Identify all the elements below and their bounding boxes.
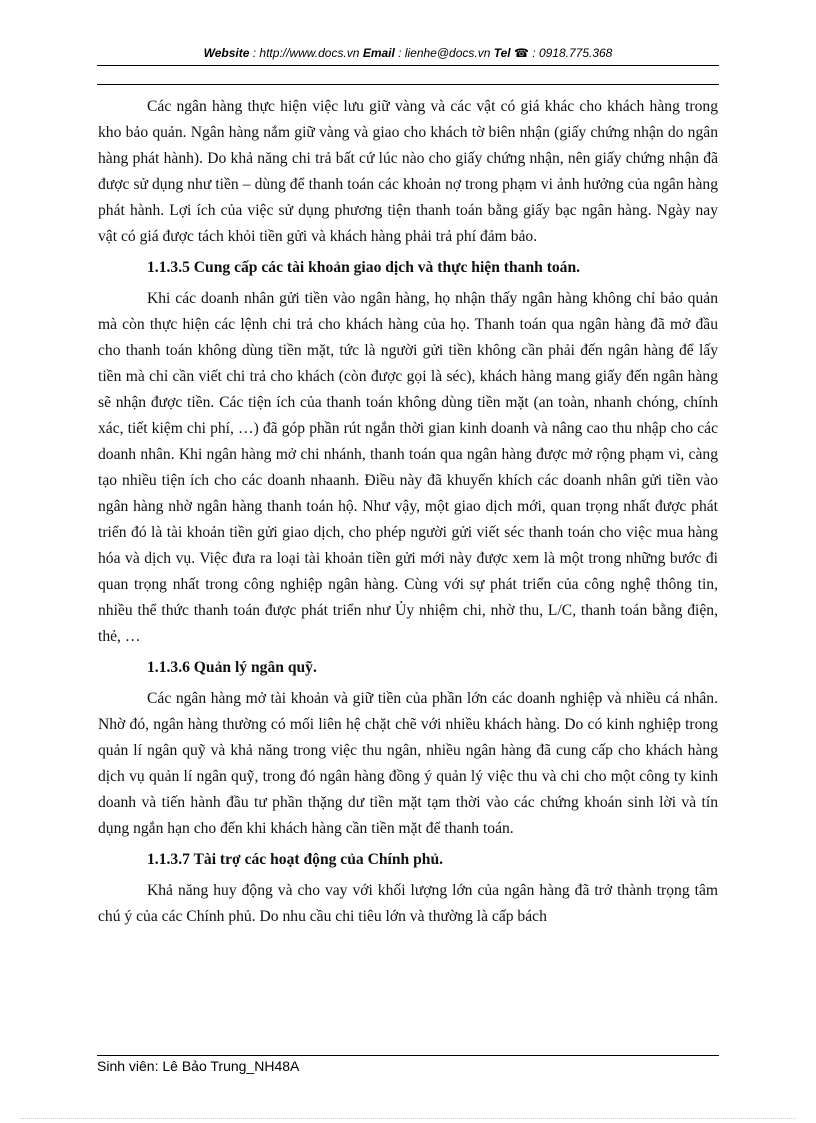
header-rule: [97, 65, 719, 66]
page-header: [0, 46, 816, 60]
page-edge: [20, 1118, 796, 1119]
tel-label: Tel: [493, 46, 511, 60]
website-value: : http://www.docs.vn: [249, 46, 363, 60]
footer-rule: [97, 1055, 719, 1056]
paragraph: Các ngân hàng thực hiện việc lưu giữ vàng và các vật có giá khác cho khách hàng trong kho bảo quản. Ngân hàng nắm giữ vàng và giao cho khách tờ biên nhận (giấy chứng nhận do ngân hàng phát hành). Do khả năng chi trả bất cứ lúc nào cho giấy chứng nhận, nên giấy chứng nhận đã được sử dụng như tiền – dùng để thanh toán các khoản nợ trong phạm vi ảnh hưởng của ngân hàng phát hành. Lợi ích của việc sử dụng phương tiện thanh toán bằng giấy bạc ngân hàng. Ngày nay vật có giá được tách khỏi tiền gửi và khách hàng phải trả phí đảm bảo.: [98, 98, 718, 245]
section-heading: 1.1.3.6 Quản lý ngân quỹ.: [147, 659, 317, 676]
section-heading: 1.1.3.5 Cung cấp các tài khoản giao dịch và thực hiện thanh toán.: [147, 259, 581, 276]
footer-student: Sinh viên: Lê Bảo Trung_NH48A: [97, 1058, 300, 1074]
paragraph: Các ngân hàng mở tài khoản và giữ tiền của phần lớn các doanh nghiệp và nhiều cá nhân. Nhờ đó, ngân hàng thường có mối liên hệ chặt chẽ với nhiều khách hàng. Do có kinh nghiệp trong quản lí ngân quỹ và khả năng trong việc thu ngân, nhiều ngân hàng đã cung cấp cho khách hàng dịch vụ quản lí ngân quỹ, trong đó ngân hàng đồng ý quản lý việc thu và chi cho một công ty kinh doanh và tiến hành đầu tư phần thặng dư tiền mặt tạm thời vào các chứng khoán sinh lời và tín dụng ngắn hạn cho đến khi khách hàng cần tiền mặt để thanh toán.: [98, 690, 718, 837]
section-heading: 1.1.3.7 Tài trợ các hoạt động của Chính phủ.: [147, 851, 444, 868]
website-label: Website: [203, 46, 250, 60]
paragraph: Khả năng huy động và cho vay với khối lượng lớn của ngân hàng đã trở thành trọng tâm chú ý của các Chính phủ. Do nhu cầu chi tiêu lớn và thường là cấp bách: [98, 882, 718, 925]
header-rule-secondary: [97, 84, 719, 85]
tel-value: : 0918.775.368: [528, 46, 613, 60]
phone-icon: ☎: [513, 46, 529, 60]
paragraph: Khi các doanh nhân gửi tiền vào ngân hàng, họ nhận thấy ngân hàng không chỉ bảo quản mà còn thực hiện các lệnh chi trả cho khách hàng của họ. Thanh toán qua ngân hàng đã mở đầu cho thanh toán không dùng tiền mặt, tức là người gửi tiền không cần phải đến ngân hàng để lấy tiền mà chỉ cần viết chi trả cho khách (còn được gọi là séc), khách hàng mang giấy đến ngân hàng sẽ nhận được tiền. Các tiện ích của thanh toán không dùng tiền mặt (an toàn, nhanh chóng, chính xác, tiết kiệm chi phí, …) đã góp phần rút ngắn thời gian kinh doanh và nâng cao thu nhập cho các doanh nhân. Khi ngân hàng mở chi nhánh, thanh toán qua ngân hàng được mở rộng phạm vi, càng tạo nhiều tiện ích cho các doanh nhaanh. Điều này đã khuyến khích các doanh nhân gửi tiền vào ngân hàng nhờ ngân hàng thanh toán hộ. Như vậy, một giao dịch mới, quan trọng nhất được phát triển đó là tài khoản tiền gửi giao dịch, cho phép người gửi viết séc thanh toán cho việc mua hàng hóa và dịch vụ. Việc đưa ra loại tài khoản tiền gửi mới này được xem là một trong những bước đi quan trọng nhất trong công nghiệp ngân hàng. Cùng với sự phát triển của công nghệ thông tin, nhiều thể thức thanh toán được phát triển như Ủy nhiệm chi, nhờ thu, L/C, thanh toán bằng điện, thẻ, …: [98, 290, 718, 645]
email-value: : lienhe@docs.vn: [394, 46, 494, 60]
email-label: Email: [362, 46, 395, 60]
document-body: [98, 94, 718, 930]
